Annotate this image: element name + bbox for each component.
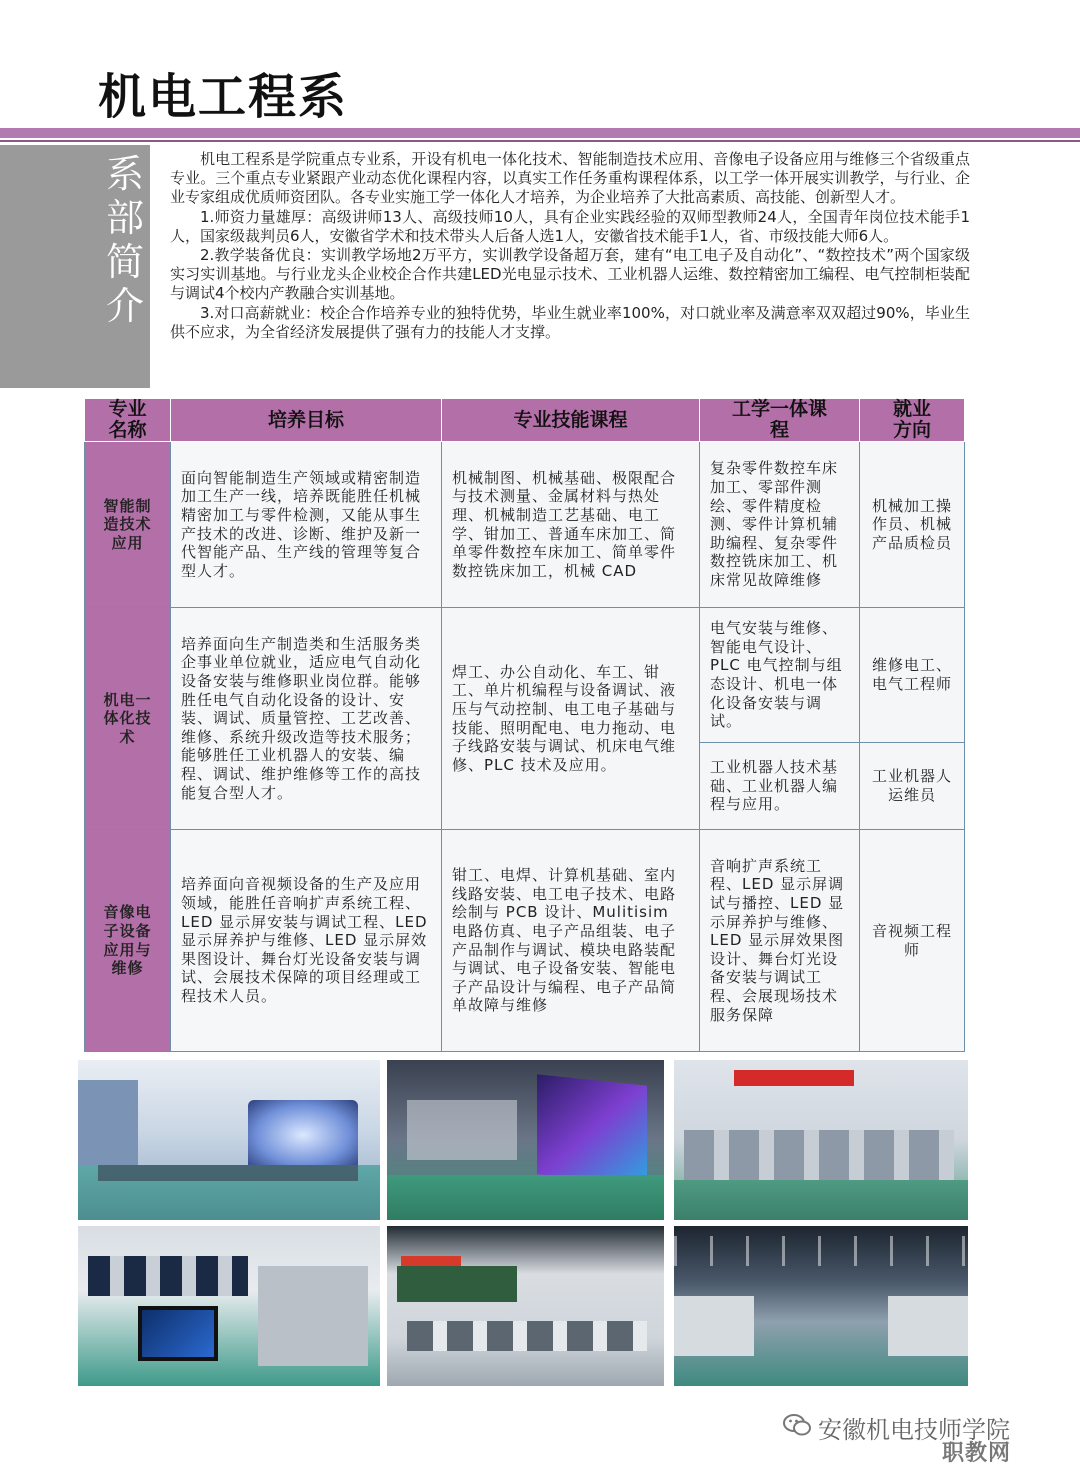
photo-factory-hall — [674, 1226, 968, 1386]
ceiling-lights-shape — [674, 1236, 968, 1266]
major-name-cell — [85, 830, 171, 1052]
section-tab-char: 简 — [105, 240, 144, 284]
header-job-direction-text: 就业方向 — [892, 398, 931, 441]
job-direction-cell: 维修电工、电气工程师 — [860, 608, 965, 743]
major-name: 机电一体化技术 — [103, 690, 152, 746]
led-wall-shape — [537, 1074, 647, 1186]
skill-courses-cell: 钳工、电焊、计算机基础、室内线路安装、电工电子技术、电路绘制与 PCB 设计、Mulitisim 电路仿真、电子产品组装、电子产品制作与调试、模块电路装配与调试、电子设备安装、智能电子产品设计与编程、电子产品简单故障与维修 — [442, 830, 700, 1052]
header-major-name-text: 专业名称 — [108, 398, 147, 441]
machine-right-shape — [888, 1296, 968, 1356]
photo-electronics-room — [387, 1226, 664, 1386]
major-name-cell — [85, 442, 171, 608]
photo-led-classroom — [78, 1060, 380, 1220]
machine-left-shape — [674, 1296, 754, 1356]
job-direction-cell: 音视频工程师 — [860, 830, 965, 1052]
header-job-direction — [860, 399, 965, 442]
major-name-cell — [85, 608, 171, 830]
table-header-row — [85, 399, 965, 442]
skill-courses-cell: 焊工、办公自动化、车工、钳工、单片机编程与设备调试、液压与气动控制、电工电子基础与技能、照明配电、电力拖动、电子线路安装与调试、机床电气维修、PLC 技术及应用。 — [442, 608, 700, 830]
photo-led-hall — [387, 1060, 664, 1220]
window-shape — [407, 1100, 517, 1160]
table-row — [85, 830, 965, 1052]
floor-shape — [387, 1175, 664, 1220]
work-courses-cell: 复杂零件数控车床加工、零部件测绘、零件精度检测、零件计算机辅助编程、复杂零件数控铣床加工、机床常见故障维修 — [700, 442, 860, 608]
intro-paragraph: 1.师资力量雄厚：高级讲师13人、高级技师10人，具有企业实践经验的双师型教师24人，全国青年岗位技术能手1人，国家级裁判员6人，安徽省学术和技术带头人后备人选1人，安徽省技术能手1人，省、市级技能大师6人。 — [170, 207, 970, 245]
table-row — [85, 608, 965, 743]
goal-cell: 培养面向音视频设备的生产及应用领域，能胜任音响扩声系统工程、LED 显示屏安装与调试工程、LED 显示屏养护与维修、LED 显示屏效果图设计、舞台灯光设备安装与调试、会展技术保障的项目经理或工程技术人员。 — [171, 830, 442, 1052]
header-skill-courses: 专业技能课程 — [442, 399, 700, 442]
job-direction-cell: 机械加工操作员、机械产品质检员 — [860, 442, 965, 608]
photo-computer-lab — [78, 1226, 380, 1386]
header-major-name — [85, 399, 171, 442]
red-banner-shape — [734, 1070, 854, 1086]
section-tab-char: 系 — [105, 152, 144, 196]
major-name: 智能制造技术应用 — [103, 496, 152, 552]
page-title: 机电工程系 — [98, 69, 349, 125]
monitor-shape — [138, 1306, 218, 1361]
bench-row-shape — [407, 1321, 647, 1351]
top-stripe — [0, 0, 1080, 14]
photo-gallery — [78, 1060, 968, 1386]
wechat-icon — [782, 1410, 812, 1440]
header-work-courses-text: 工学一体课程 — [731, 398, 827, 441]
header-goal: 培养目标 — [171, 399, 442, 442]
work-courses-cell: 音响扩声系统工程、LED 显示屏调试与播控、LED 显示屏养护与维修、LED 显示屏效果图设计、舞台灯光设备安装与调试工程、会展现场技术服务保障 — [700, 830, 860, 1052]
intro-paragraph: 3.对口高薪就业：校企合作培养专业的独特优势，毕业生就业率100%，对口就业率及满意率双双超过90%，毕业生供不应求，为全省经济发展提供了强有力的技能人才支撑。 — [170, 303, 970, 341]
slogan-shape — [401, 1256, 461, 1266]
header-work-courses — [700, 399, 860, 442]
machines-shape — [684, 1130, 954, 1180]
work-courses-cell: 电气安装与维修、智能电气设计、PLC 电气控制与组态设计、机电一体化设备安装与调试。 — [700, 608, 860, 743]
goal-cell: 面向智能制造生产领域或精密制造加工生产一线，培养既能胜任机械精密加工与零件检测，又能从事生产技术的改进、诊断、维护及新一代智能产品、生产线的管理等复合型人才。 — [171, 442, 442, 608]
section-tab-char: 部 — [105, 196, 144, 240]
blackboard-shape — [397, 1266, 517, 1302]
intro-paragraph: 机电工程系是学院重点专业系，开设有机电一体化技术、智能制造技术应用、音像电子设备应用与维修三个省级重点专业。三个重点专业紧跟产业动态优化课程内容，以真实工作任务重构课程体系，以工学一体开展实训教学，与行业、企业专家组成优质师资团队。各专业实施工学一体化人才培养，为企业培养了大批高素质、高技能、创新型人才。 — [170, 150, 970, 207]
photo-workshop — [674, 1060, 968, 1220]
intro-paragraph: 2.教学装备优良：实训教学场地2万平方，实训教学设备超万套，建有“电工电子及自动化”、“数控技术”两个国家级实习实训基地。与行业龙头企业校企合作共建LED光电显示技术、工业机器人运维、数控精密加工编程、电气控制柜装配与调试4个校内产教融合实训基地。 — [170, 246, 970, 303]
majors-table — [84, 398, 965, 1052]
monitor-row-shape — [88, 1256, 248, 1296]
skill-courses-cell: 机械制图、机械基础、极限配合与技术测量、金属材料与热处理、机械制造工艺基础、电工学、钳加工、普通车床加工、简单零件数控车床加工、简单零件数控铣床加工，机械 CAD — [442, 442, 700, 608]
account-name: 安徽机电技师学院 — [818, 1416, 1010, 1444]
led-screen-shape — [248, 1100, 358, 1170]
section-tab-char: 介 — [105, 284, 144, 328]
intro-text — [170, 150, 970, 342]
title-divider-thin — [0, 140, 1080, 142]
work-courses-cell: 工业机器人技术基础、工业机器人编程与应用。 — [700, 743, 860, 830]
section-tab-label — [100, 152, 150, 328]
desk-row-shape — [98, 1165, 358, 1181]
goal-cell: 培养面向生产制造类和生活服务类企事业单位就业，适应电气自动化设备安装与维修职业岗位群。能够胜任电气自动化设备的设计、安装、调试、质量管控、工艺改善、维修、系统升级改造等技术服务；能够胜任工业机器人的安装、编程、调试、维护维修等工作的高技能复合型人才。 — [171, 608, 442, 830]
job-direction-cell: 工业机器人运维员 — [860, 743, 965, 830]
watermark: 职教网 — [942, 1441, 1012, 1466]
table-row — [85, 442, 965, 608]
equipment-shape — [258, 1266, 368, 1366]
title-divider — [0, 128, 1080, 138]
major-name: 音像电子设备应用与维修 — [103, 903, 152, 978]
floor-shape — [674, 1180, 968, 1220]
